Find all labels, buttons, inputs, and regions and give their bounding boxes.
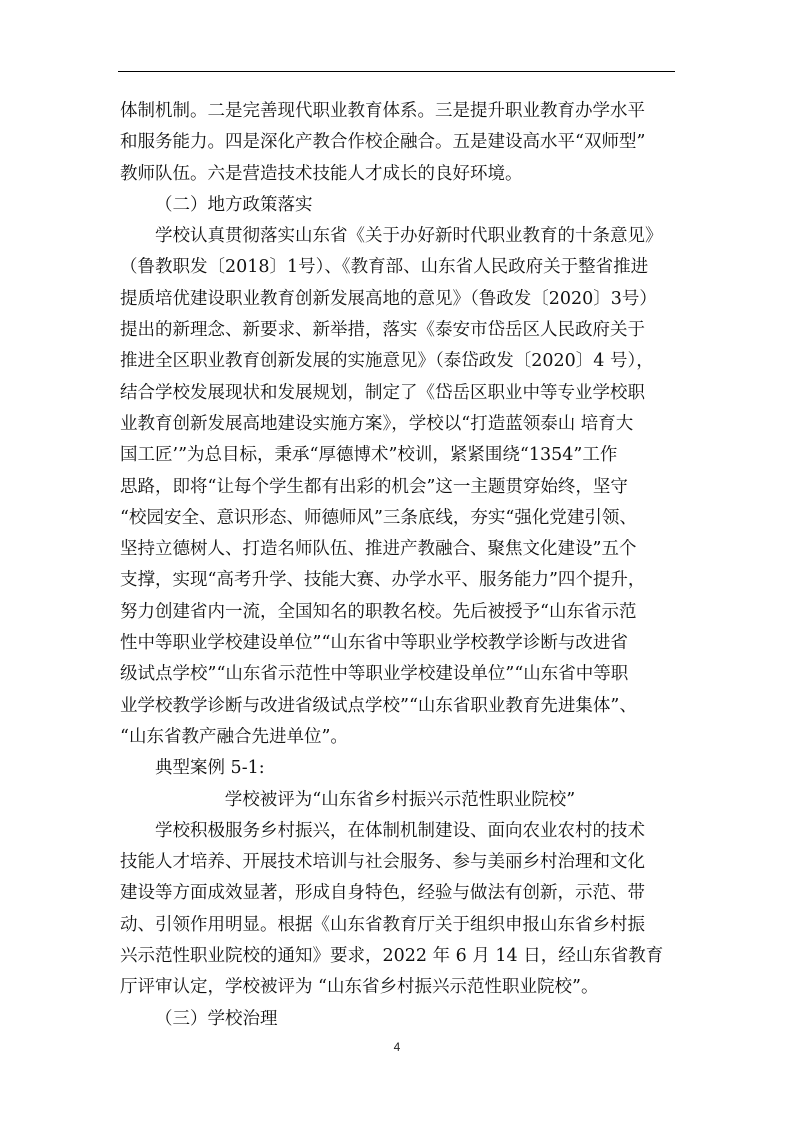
body-line: 级试点学校”“山东省示范性中等职业学校建设单位”“山东省中等职: [120, 664, 629, 685]
body-line: 提质培优建设职业教育创新发展高地的意见》（鲁政发〔2020〕3号）: [120, 288, 657, 309]
body-line: 推进全区职业教育创新发展的实施意见》（泰岱政发〔2020〕4 号），: [120, 351, 654, 372]
body-line: 坚持立德树人、打造名师队伍、推进产教融合、聚焦文化建设”五个: [120, 539, 637, 560]
section-heading: （二）地方政策落实: [155, 194, 313, 215]
page-number: 4: [393, 1040, 401, 1054]
body-line: 国工匠’”为总目标，秉承“厚德博术”校训，紧紧围绕“1354”工作: [120, 445, 618, 466]
body-line: 支撑，实现“高考升学、技能大赛、办学水平、服务能力”四个提升，: [120, 570, 646, 591]
body-line: 厅评审认定，学校被评为 “山东省乡村振兴示范性职业院校”。: [120, 977, 599, 998]
body-line: 业教育创新发展高地建设实施方案》，学校以“打造蓝领泰山 培育大: [120, 413, 634, 434]
header-rule: [118, 71, 675, 72]
case-title: 学校被评为“山东省乡村振兴示范性职业院校”: [224, 789, 576, 810]
body-line: “山东省教产融合先进单位”。: [120, 726, 348, 747]
body-line: 和服务能力。四是深化产教合作校企融合。五是建设高水平“双师型”: [120, 132, 646, 153]
body-line: 思路，即将“让每个学生都有出彩的机会”这一主题贯穿始终，坚守: [120, 476, 628, 497]
body-line: 提出的新理念、新要求、新举措，落实《泰安市岱岳区人民政府关于: [120, 320, 645, 341]
body-line: 学校认真贯彻落实山东省《关于办好新时代职业教育的十条意见》: [155, 226, 663, 247]
body-line: （鲁教职发〔2018〕1号）、《教育部、山东省人民政府关于整省推进: [120, 257, 649, 278]
body-line: 教师队伍。六是营造技术技能人才成长的良好环境。: [120, 163, 523, 184]
section-heading: （三）学校治理: [155, 1008, 278, 1029]
body-line: 学校积极服务乡村振兴，在体制机制建设、面向农业农村的技术: [155, 820, 645, 841]
document-body: [120, 96, 680, 1035]
body-line: 业学校教学诊断与改进省级试点学校”“山东省职业教育先进集体”、: [120, 695, 637, 716]
body-line: “校园安全、意识形态、师德师风”三条底线，夯实“强化党建引领、: [120, 507, 637, 528]
body-line: 动、引领作用明显。根据《山东省教育厅关于组织申报山东省乡村振: [120, 914, 645, 935]
body-line: 兴示范性职业院校的通知》要求，2022 年 6 月 14 日，经山东省教育: [120, 946, 664, 967]
body-line: 性中等职业学校建设单位”“山东省中等职业学校教学诊断与改进省: [120, 633, 628, 654]
body-line: 建设等方面成效显著，形成自身特色，经验与做法有创新，示范、带: [120, 883, 645, 904]
body-line: 结合学校发展现状和发展规划，制定了《岱岳区职业中等专业学校职: [120, 382, 645, 403]
body-line: 体制机制。二是完善现代职业教育体系。三是提升职业教育办学水平: [120, 101, 645, 121]
body-line: 努力创建省内一流，全国知名的职教名校。先后被授予“山东省示范: [120, 601, 637, 622]
body-line: 技能人才培养、开展技术培训与社会服务、参与美丽乡村治理和文化: [120, 852, 645, 873]
case-label: 典型案例 5-1:: [155, 758, 265, 779]
